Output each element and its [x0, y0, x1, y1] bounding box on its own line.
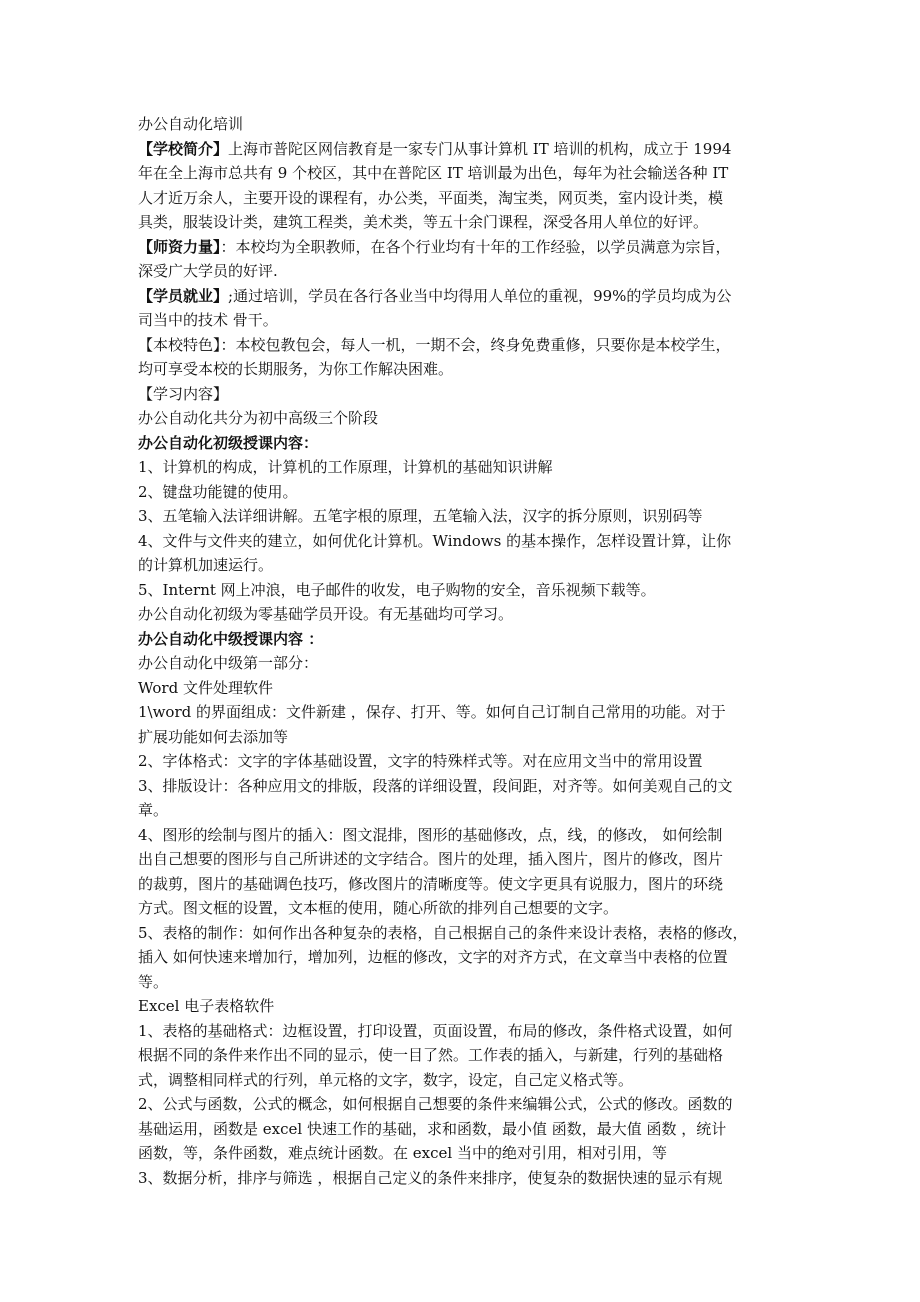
word-line: 1\word 的界面组成：文件新建 ，保存、打开、等。如何自己订制自己常用的功能。对于	[138, 703, 726, 721]
intro-line-4: 具类，服装设计类，建筑工程类，美术类，等五十余门课程，深受各用人单位的好评。	[138, 213, 709, 231]
stages-line: 办公自动化共分为初中高级三个阶段	[138, 409, 379, 427]
word-line: 插入 如何快速来增加行，增加列，边框的修改，文字的对齐方式，在文章当中表格的位置	[138, 948, 728, 966]
teachers-text: ：本校均为全职教师，在各个行业均有十年的工作经验，以学员满意为宗旨，	[220, 237, 731, 256]
excel-line: 式，调整相同样式的行列，单元格的文字，数字，设定，自己定义格式等。	[138, 1070, 634, 1089]
features-line-2: 均可享受本校的长期服务，为你工作解决困难。	[138, 360, 454, 378]
intro-line-3: 人才近万余人，主要开设的课程有，办公类，平面类，淘宝类，网页类，室内设计类，模	[138, 188, 724, 207]
employment-heading: 【学员就业】	[138, 286, 229, 305]
excel-line: 根据不同的条件来作出不同的显示，使一目了然。工作表的插入，与新建，行列的基础格	[138, 1046, 724, 1064]
beginner-line: 1、计算机的构成，计算机的工作原理，计算机的基础知识讲解	[138, 458, 553, 476]
features-text: ：本校包教包会，每人一机，一期不会，终身免费重修，只要你是本校学生，	[220, 335, 731, 354]
intermediate-part1: 办公自动化中级第一部分：	[138, 654, 319, 672]
features-line-1	[138, 333, 798, 358]
employment-line-2: 司当中的技术 骨干。	[138, 311, 278, 329]
excel-line: 基础运用，函数是 excel 快速工作的基础，求和函数，最小值 函数，最大值 函数 ，统计	[138, 1119, 727, 1138]
word-line: 2、字体格式：文字的字体基础设置，文字的特殊样式等。对在应用文当中的常用设置	[138, 752, 703, 770]
intro-line-2: 年在全上海市总共有 9 个校区，其中在普陀区 IT 培训最为出色，每年为社会输送各种 IT	[138, 164, 729, 182]
word-line: 出自己想要的图形与自己所讲述的文字结合。图片的处理，插入图片，图片的修改，图片	[138, 850, 724, 868]
beginner-line: 4、文件与文件夹的建立，如何优化计算机。Windows 的基本操作，怎样设置计算，让你	[138, 531, 732, 550]
beginner-line: 办公自动化初级为零基础学员开设。有无基础均可学习。	[138, 605, 514, 623]
word-line: 扩展功能如何去添加等	[138, 727, 289, 746]
teachers-heading: 【师资力量】	[138, 237, 221, 256]
beginner-line: 3、五笔输入法详细讲解。五笔字根的原理，五笔输入法，汉字的拆分原则，识别码等	[138, 507, 703, 525]
word-line: 4、图形的绘制与图片的插入：图文混排，图形的基础修改，点，线，的修改， 如何绘制	[138, 825, 723, 844]
word-title: Word 文件处理软件	[138, 678, 273, 697]
excel-line: 1、表格的基础格式：边框设置，打印设置，页面设置，布局的修改，条件格式设置，如何	[138, 1021, 733, 1040]
employment-text: ;通过培训，学员在各行各业当中均得用人单位的重视，99%的学员均成为公	[228, 286, 732, 305]
word-line: 3、排版设计：各种应用文的排版，段落的详细设置，段间距，对齐等。如何美观自己的文	[138, 776, 733, 795]
intro-heading: 【学校简介】	[138, 139, 229, 158]
features-heading: 【本校特色】	[138, 335, 221, 354]
word-line: 方式。图文框的设置，文本框的使用，随心所欲的排列自己想要的文字。	[138, 899, 619, 917]
beginner-line: 2、键盘功能键的使用。	[138, 482, 298, 501]
word-line: 5、表格的制作：如何作出各种复杂的表格，自己根据自己的条件来设计表格，表格的修改，	[138, 923, 748, 942]
employment-line-1	[138, 284, 798, 309]
excel-line: 3、数据分析，排序与筛选 ，根据自己定义的条件来排序，使复杂的数据快速的显示有规	[138, 1168, 723, 1187]
excel-line: 函数，等，条件函数，难点统计函数。在 excel 当中的绝对引用，相对引用，等	[138, 1144, 667, 1162]
doc-title: 办公自动化培训	[138, 115, 244, 133]
teachers-line-1	[138, 235, 798, 260]
intermediate-heading: 办公自动化中级授课内容 ：	[138, 629, 324, 648]
beginner-heading: 办公自动化初级授课内容：	[138, 433, 319, 452]
word-line: 的裁剪，图片的基础调色技巧，修改图片的清晰度等。使文字更具有说服力，图片的环绕	[138, 874, 724, 893]
beginner-line: 5、Internt 网上冲浪，电子邮件的收发，电子购物的安全，音乐视频下载等。	[138, 580, 656, 599]
intro-line-1	[138, 137, 798, 162]
document-page	[138, 112, 798, 1190]
teachers-line-2: 深受广大学员的好评.	[138, 262, 278, 280]
beginner-line: 的计算机加速运行。	[138, 556, 274, 574]
intro-text: 上海市普陀区网信教育是一家专门从事计算机 IT 培训的机构，成立于 1994	[228, 139, 732, 158]
word-line: 章。	[138, 801, 169, 819]
word-line: 等。	[138, 972, 169, 991]
content-heading: 【学习内容】	[138, 384, 229, 403]
excel-title: Excel 电子表格软件	[138, 997, 275, 1015]
excel-line: 2、公式与函数，公式的概念，如何根据自己想要的条件来编辑公式，公式的修改。函数的	[138, 1095, 733, 1113]
